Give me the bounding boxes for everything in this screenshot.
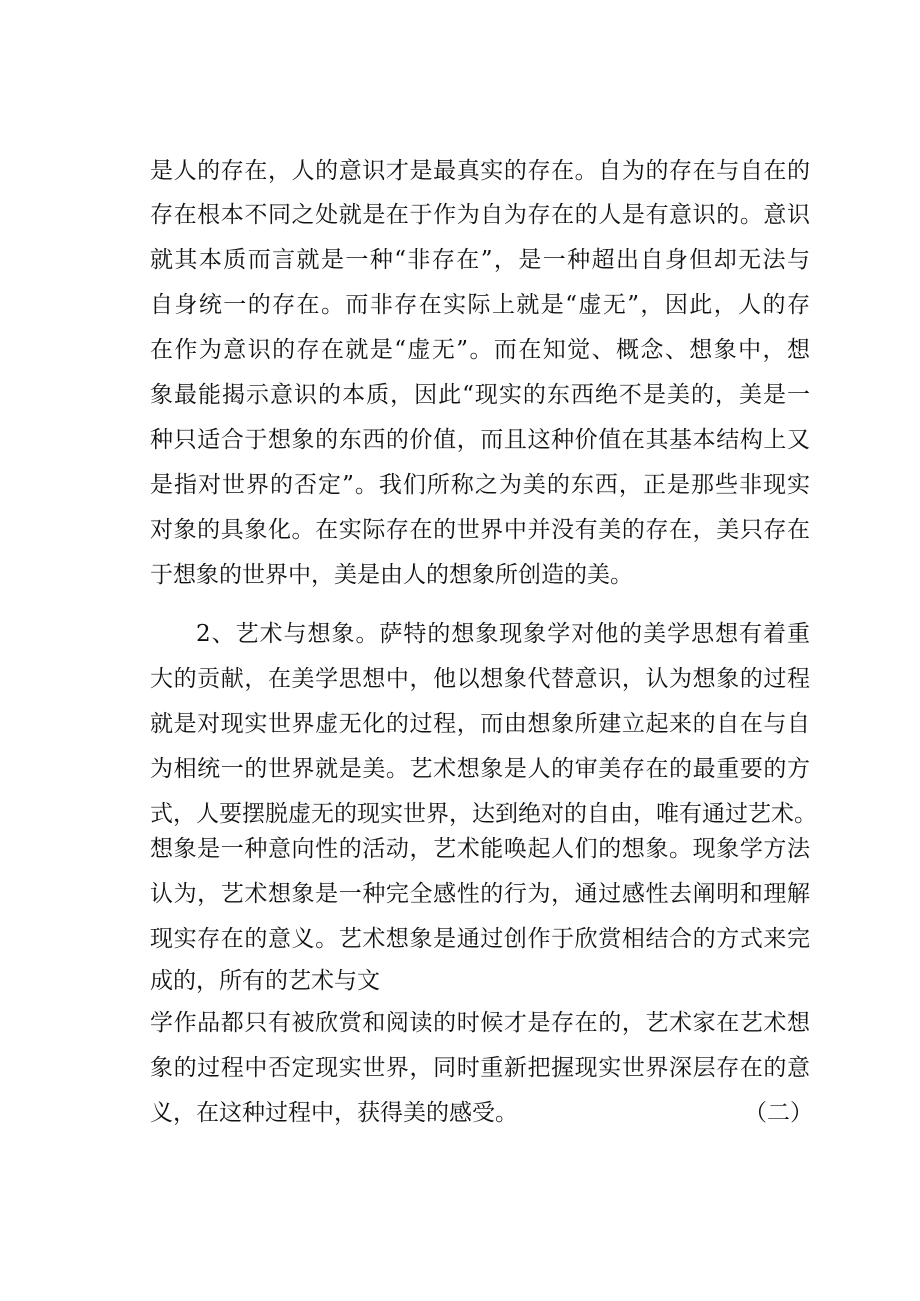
paragraph-1-line-7: 种只适合于想象的东西的价值，而且这种价值在其基本结构上又: [150, 427, 810, 453]
paragraph-2-line-6: 想象是一种意向性的活动，艺术能唤起人们的想象。现象学方法: [150, 836, 810, 862]
paragraph-1-line-4: 自身统一的存在。而非存在实际上就是“虚无”，因此，人的存: [150, 292, 810, 318]
section-marker: （二）: [744, 1100, 813, 1126]
paragraph-2-line-7: 认为，艺术想象是一种完全感性的行为，通过感性去阐明和理解: [150, 881, 810, 907]
paragraph-3-line-1: 学作品都只有被欣赏和阅读的时候才是存在的，艺术家在艺术想: [150, 1010, 810, 1036]
paragraph-1-line-1: 是人的存在，人的意识才是最真实的存在。自为的存在与自在的: [150, 158, 810, 184]
paragraph-1-line-6: 象最能揭示意识的本质，因此“现实的东西绝不是美的，美是一: [150, 382, 810, 408]
paragraph-1-line-5: 在作为意识的存在就是“虚无”。而在知觉、概念、想象中，想: [150, 337, 810, 363]
paragraph-2-line-5: 式，人要摆脱虚无的现实世界，达到绝对的自由，唯有通过艺术。: [150, 801, 817, 827]
paragraph-2-line-2: 大的贡献，在美学思想中，他以想象代替意识，认为想象的过程: [150, 666, 810, 692]
paragraph-1-line-9: 对象的具象化。在实际存在的世界中并没有美的存在，美只存在: [150, 517, 810, 543]
paragraph-3-line-3: 义，在这种过程中，获得美的感受。: [150, 1100, 518, 1126]
paragraph-2-line-9: 成的，所有的艺术与文: [150, 968, 380, 994]
paragraph-2-line-1: 2、艺术与想象。萨特的想象现象学对他的美学思想有着重: [196, 621, 810, 647]
paragraph-2-line-4: 为相统一的世界就是美。艺术想象是人的审美存在的最重要的方: [150, 756, 810, 782]
paragraph-2-line-8: 现实存在的意义。艺术想象是通过创作于欣赏相结合的方式来完: [150, 926, 810, 952]
paragraph-1-line-3: 就其本质而言就是一种“非存在”，是一种超出自身但却无法与: [150, 247, 810, 273]
paragraph-1-line-2: 存在根本不同之处就是在于作为自为存在的人是有意识的。意识: [150, 202, 810, 228]
paragraph-1-line-10: 于想象的世界中，美是由人的想象所创造的美。: [150, 562, 633, 588]
paragraph-1-line-8: 是指对世界的否定”。我们所称之为美的东西，正是那些非现实: [150, 472, 810, 498]
paragraph-2-line-3: 就是对现实世界虚无化的过程，而由想象所建立起来的自在与自: [150, 711, 810, 737]
paragraph-3-line-2: 象的过程中否定现实世界，同时重新把握现实世界深层存在的意: [150, 1055, 810, 1081]
